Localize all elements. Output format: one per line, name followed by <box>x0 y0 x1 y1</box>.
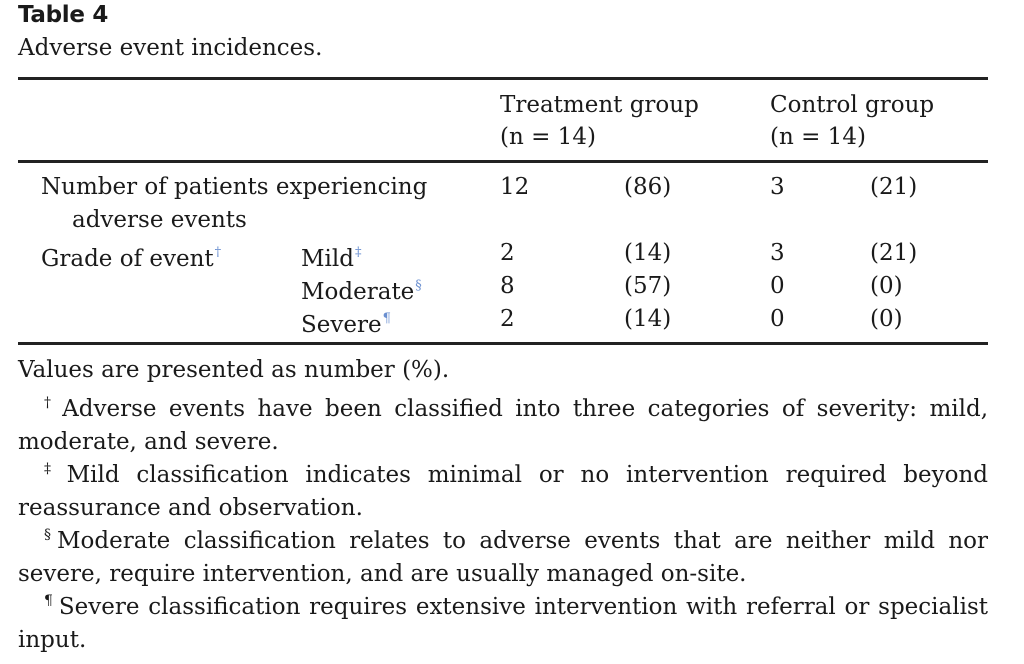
row-severe-label <box>301 304 391 340</box>
footnote-double-dagger <box>18 453 988 525</box>
cell-severe-control-n: 0 <box>770 306 785 332</box>
severe-label-text: Severe <box>301 312 382 338</box>
footnote-pilcrow-mark: ¶ <box>44 593 53 609</box>
moderate-footnote-mark: § <box>415 278 422 293</box>
cell-severe-treatment-n: 2 <box>500 306 515 332</box>
grade-footnote-mark: † <box>214 245 222 260</box>
footnote-pilcrow-text: Severe classification requires extensive intervention with referral or specialist input. <box>18 594 988 653</box>
footnote-dagger-mark: † <box>44 395 57 411</box>
table-caption: Adverse event incidences. <box>18 35 323 61</box>
footnote-double-dagger-text: Mild classification indicates minimal or no intervention required beyond reassurance and observation. <box>18 462 989 521</box>
cell-moderate-treatment-pct: (57) <box>624 273 672 299</box>
footnote-section <box>18 519 988 591</box>
footnote-dagger <box>18 387 988 459</box>
row-mild-label <box>301 238 362 274</box>
cell-patients-control-n: 3 <box>770 174 785 200</box>
cell-patients-control-pct: (21) <box>870 174 918 200</box>
values-note: Values are presented as number (%). <box>18 357 450 383</box>
table-title: Table 4 <box>18 2 109 28</box>
cell-moderate-control-n: 0 <box>770 273 785 299</box>
footnote-section-mark: § <box>44 527 51 543</box>
cell-patients-treatment-pct: (86) <box>624 174 672 200</box>
header-treatment-group: Treatment group <box>500 92 699 118</box>
mild-label-text: Mild <box>301 246 354 272</box>
footnote-double-dagger-mark: ‡ <box>44 461 61 477</box>
header-rule <box>18 160 988 163</box>
row-patients-label-cont: adverse events <box>72 207 247 233</box>
cell-severe-treatment-pct: (14) <box>624 306 672 332</box>
header-control-group: Control group <box>770 92 935 118</box>
cell-mild-treatment-pct: (14) <box>624 240 672 266</box>
mild-footnote-mark: ‡ <box>355 245 362 260</box>
cell-severe-control-pct: (0) <box>870 306 903 332</box>
top-rule <box>18 77 988 80</box>
bottom-rule <box>18 342 988 345</box>
footnote-dagger-text: Adverse events have been classified into three categories of severity: mild, moderate, and severe. <box>18 396 989 455</box>
row-grade-label <box>41 238 221 274</box>
grade-label-text: Grade of event <box>41 246 214 272</box>
cell-patients-treatment-n: 12 <box>500 174 530 200</box>
header-control-n: (n = 14) <box>770 124 866 150</box>
row-moderate-label <box>301 271 422 307</box>
header-treatment-n: (n = 14) <box>500 124 596 150</box>
severe-footnote-mark: ¶ <box>382 311 391 326</box>
cell-moderate-treatment-n: 8 <box>500 273 515 299</box>
moderate-label-text: Moderate <box>301 279 415 305</box>
footnote-section-text: Moderate classification relates to adverse events that are neither mild nor severe, require intervention, and are usually managed on-site. <box>18 528 988 587</box>
cell-mild-treatment-n: 2 <box>500 240 515 266</box>
cell-moderate-control-pct: (0) <box>870 273 903 299</box>
row-patients-label: Number of patients experiencing <box>41 174 428 200</box>
cell-mild-control-pct: (21) <box>870 240 918 266</box>
cell-mild-control-n: 3 <box>770 240 785 266</box>
footnote-pilcrow <box>18 585 988 657</box>
